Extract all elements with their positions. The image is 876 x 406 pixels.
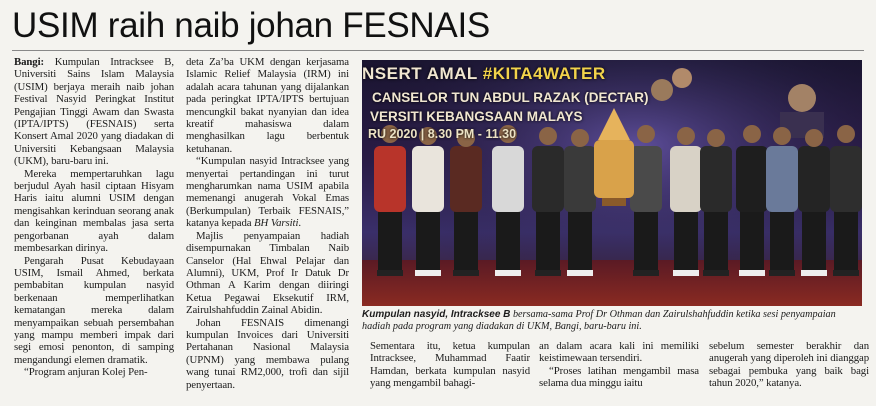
person [564,129,596,276]
person [492,125,524,276]
article-column-2 [186,56,349,396]
paragraph: Johan FESNAIS dimenangi kumpulan Invoices dari Universiti Pertahanan Nasional Malaysia (UPNM) yang membawa pulang wang tunai RM2,000, trofi dan sijil penyertaan. [186,316,349,391]
person [412,127,444,276]
banner-datetime: RU 2020 | 8.30 PM - 11.30 [368,127,517,141]
banner-portrait [788,84,816,112]
banner-title: NSERT AMAL #KITA4WATER [362,64,606,83]
person [630,125,662,276]
paragraph: an dalam acara kali ini memiliki keistimewaan tersendiri. [539,340,699,365]
headline: USIM raih naib johan FESNAIS [12,6,490,45]
banner-university: VERSITI KEBANGSAAN MALAYS [370,109,583,124]
caption-lead: Kumpulan nasyid, Intracksee B [362,309,511,320]
article-column-5 [709,340,869,400]
banner-portrait [672,68,692,88]
event-photo [362,60,862,306]
paragraph: Pengarah Pusat Kebudayaan USIM, Ismail Ahmed, berkata pembabitan kumpulan nasyid berkenaan memperlihatkan kematangan mereka dalam menyampaikan sebuah persembahan yang mampu memberi impak dari segi emosi penonton, di samping mengandungi elemen dramatik. [14,254,174,366]
banner-venue: CANSELOR TUN ABDUL RAZAK (DECTAR) [372,90,649,105]
dateline: Bangi: [14,56,44,68]
paragraph: Sementara itu, ketua kumpulan Intracksee, Muhammad Faatir Hamdan, berkata kumpulan nasyid yang mengambil bahagi- [370,340,530,390]
paragraph-text: . [298,217,301,230]
person [374,125,406,276]
paragraph [186,155,349,229]
paragraph: “Proses latihan mengambil masa selama dua minggu iaitu [539,364,699,390]
person [798,129,830,276]
paragraph: deta Za’ba UKM dengan kerjasama Islamic Relief Malaysia (IRM) ini adalah acara tahunan yang dijalankan pada peringkat IPTA/IPTS bertujuan mencungkil bakat nyanyian dan idea kreatif mahasiswa dalam menghasilkan lagu berbentuk ketuhanan. [186,56,349,155]
publication-name: BH Varsiti [254,217,299,230]
paragraph-text: Kumpulan Intracksee B, Universiti Sains Islam Malaysia (USIM) berjaya meraih naib johan Festival Nasyid Peringkat Institut Pengajian Tinggi Awam dan Swasta (IPTA/IPTS) (FESNAIS) serta Konsert Amal 2020 yang diadakan di Universiti Kebangsaan Malaysia (UKM), baru-baru ini. [14,56,174,168]
article-column-4 [539,340,699,400]
headline-rule [12,50,864,51]
person [766,127,798,276]
person [532,127,564,276]
photo-caption [362,309,864,337]
person [736,125,768,276]
paragraph-text: “Kumpulan nasyid Intracksee yang menyertai pertandingan ini turut mengharumkan nama USIM apabila memenangi anugerah Vokal Emas (Berkumpulan) Terbaik FESNAIS,” katanya kepada [186,155,349,230]
person [830,125,862,276]
article-column-3 [370,340,530,400]
person [450,129,482,276]
paragraph: Majlis penyampaian hadiah disempurnakan Timbalan Naib Canselor (Hal Ehwal Pelajar dan Alumni), UKM, Prof Ir Datuk Dr Othman A Karim dengan diiringi Ketua Pegawai Eksekutif IRM, Zairulshahfuddin Zainal Abidin. [186,229,349,317]
paragraph: “Program anjuran Kolej Pen- [24,366,148,379]
paragraph: sebelum semester berakhir dan anugerah yang diperoleh ini dianggap sebagai pembuka yang baik bagi tahun 2020,” katanya. [709,340,869,390]
paragraph [14,56,174,168]
article-column-1 [14,56,174,396]
caption-text: bersama-sama Prof Dr Othman dan Zairulshahfuddin ketika sesi penyampaian hadiah pada program yang diadakan di UKM, Bangi, baru-baru ini. [362,309,836,333]
person [700,129,732,276]
paragraph: Mereka mempertaruhkan lagu berjudul Ayah hasil ciptaan Hisyam Haris iaitu alumni USIM dengan mengisahkan kerinduan seorang anak dan keinginan membalas jasa serta pengorbanan ayah dalam membesarkan dirinya. [14,167,174,255]
person [670,127,702,276]
